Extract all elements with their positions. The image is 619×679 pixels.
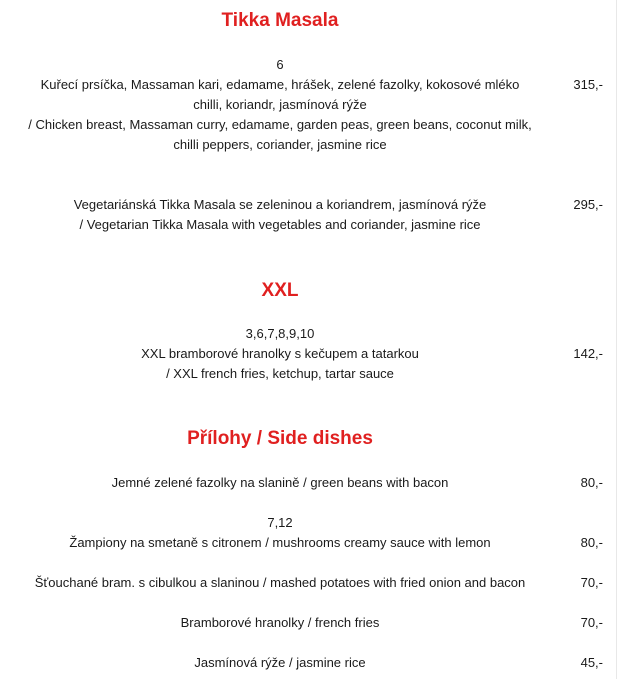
- item-description-line: chilli peppers, coriander, jasmine rice: [173, 137, 387, 152]
- item-description-line: Vegetariánská Tikka Masala se zeleninou a koriandrem, jasmínová rýže: [73, 197, 487, 212]
- item-description-line: / XXL french fries, ketchup, tartar sauce: [166, 366, 394, 381]
- item-price: 45,-: [580, 655, 603, 670]
- item-description-line: Bramborové hranolky / french fries: [180, 615, 380, 630]
- allergen-codes: 6: [276, 57, 284, 72]
- item-description-line: Jemné zelené fazolky na slanině / green beans with bacon: [111, 475, 449, 490]
- item-description-line: Kuřecí prsíčka, Massaman kari, edamame, hrášek, zelené fazolky, kokosové mléko: [40, 77, 520, 92]
- item-description-line: / Chicken breast, Massaman curry, edamame, garden peas, green beans, coconut milk,: [28, 117, 532, 132]
- item-description-line: XXL bramborové hranolky s kečupem a tatarkou: [141, 346, 419, 361]
- item-price: 80,-: [580, 535, 603, 550]
- item-description-line: Žampiony na smetaně s citronem / mushrooms creamy sauce with lemon: [69, 535, 491, 550]
- item-description-line: / Vegetarian Tikka Masala with vegetables and coriander, jasmine rice: [79, 217, 481, 232]
- allergen-codes: 7,12: [267, 515, 293, 530]
- allergen-codes: 3,6,7,8,9,10: [245, 326, 315, 341]
- section-title-tikka-masala: Tikka Masala: [221, 10, 339, 31]
- section-title-xxl: XXL: [261, 280, 299, 301]
- page-edge-divider: [616, 0, 617, 679]
- item-price: 295,-: [573, 197, 603, 212]
- item-description-line: chilli, koriandr, jasmínová rýže: [193, 97, 367, 112]
- item-price: 70,-: [580, 575, 603, 590]
- item-price: 80,-: [580, 475, 603, 490]
- item-price: 315,-: [573, 77, 603, 92]
- item-description-line: Jasmínová rýže / jasmine rice: [194, 655, 366, 670]
- item-price: 142,-: [573, 346, 603, 361]
- item-description-line: Šťouchané bram. s cibulkou a slaninou / mashed potatoes with fried onion and bacon: [34, 575, 526, 590]
- item-price: 70,-: [580, 615, 603, 630]
- section-title-side-dishes: Přílohy / Side dishes: [187, 428, 373, 449]
